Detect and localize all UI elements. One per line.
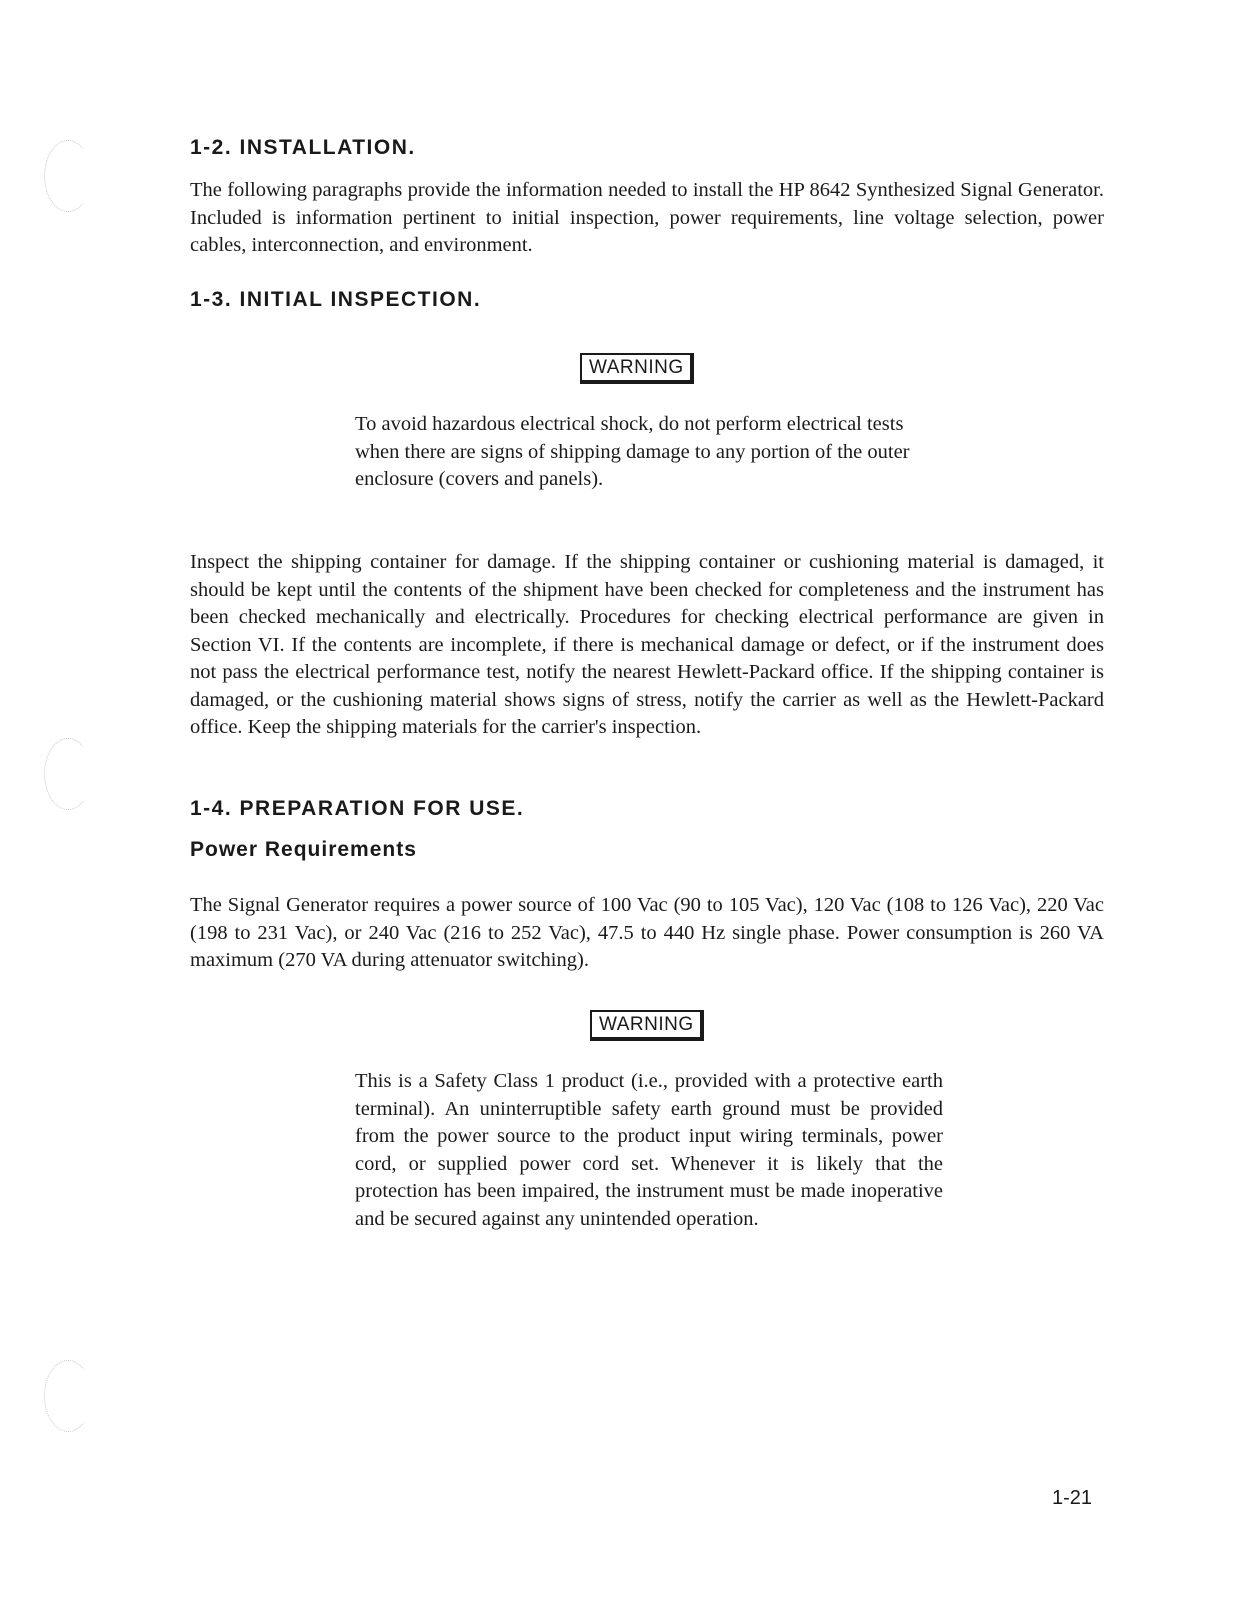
inspection-paragraph: Inspect the shipping container for damage. If the shipping container or cushioning material is damaged, it should be kept until the contents of the shipment have been checked for completeness and the instrument has been checked mechanically and electrically. Procedures for checking electrical performance are given in Section VI. If the contents are incomplete, if there is mechanical damage or defect, or if the instrument does not pass the electrical performance test, notify the nearest Hewlett-Packard office. If the shipping container is damaged, or the cushioning material shows signs of stress, notify the carrier as well as the Hewlett-Packard office. Keep the shipping materials for the carrier's inspection. (190, 551, 1104, 738)
power-requirements-paragraph: The Signal Generator requires a power source of 100 Vac (90 to 105 Vac), 120 Vac (108 to 126 Vac), 220 Vac (198 to 231 Vac), or 240 Vac (216 to 252 Vac), 47.5 to 440 Hz single phase. Power consumption is 260 VA maximum (270 VA during attenuator switching). (190, 894, 1104, 971)
punch-hole-top (44, 140, 92, 212)
initial-inspection-heading: 1-3. INITIAL INSPECTION. (190, 288, 482, 311)
warning-text-safety-class: This is a Safety Class 1 product (i.e., provided with a protective earth terminal). An uninterruptible safety earth ground must be provided from the power source to the product input wiring terminals, power cord, or supplied power cord set. Whenever it is likely that the protection has been impaired, the instrument must be made inoperative and be secured against any unintended operation. (355, 1070, 943, 1230)
warning-label-safety-class: WARNING (590, 1010, 704, 1041)
warning-label-shock: WARNING (580, 353, 694, 384)
power-requirements-subheading: Power Requirements (190, 838, 417, 861)
punch-hole-bottom (44, 1360, 92, 1432)
punch-hole-middle (44, 738, 92, 810)
installation-paragraph: The following paragraphs provide the information needed to install the HP 8642 Synthesized Signal Generator. Included is information pertinent to initial inspection, power requirements, line voltage selection, power cables, interconnection, and environment. (190, 179, 1104, 256)
warning-text-shock: To avoid hazardous electrical shock, do not perform electrical tests when there are signs of shipping damage to any portion of the outer enclosure (covers and panels). (355, 413, 910, 490)
preparation-heading: 1-4. PREPARATION FOR USE. (190, 797, 525, 820)
installation-heading: 1-2. INSTALLATION. (190, 136, 416, 159)
page-number: 1-21 (1052, 1487, 1093, 1509)
